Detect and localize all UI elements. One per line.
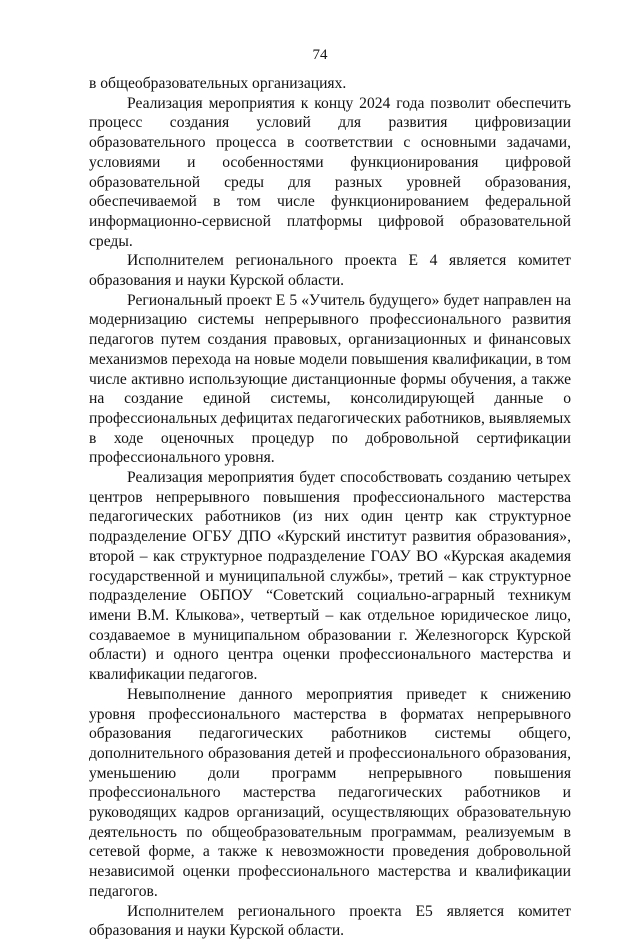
paragraph-e5-centers: Реализация мероприятия будет способствовать созданию четырех центров непрерывного повышения профессионального мастерства педагогических работников (из них один центр как структурное подразделение ОГБУ ДПО «Курский институт развития образования», второй – как структурное подразделение ГОАУ ВО «Курская академия государственной и муниципальной службы», третий – как структурное подразделение ОБПОУ “Советский социально-аграрный техникум имени В.М. Клыкова», четвертый – как отдельное юридическое лицо, создаваемое в муниципальном образовании г. Железногорск Курской области) и одного центра оценки профессионального мастерства и квалификации педагогов.	[89, 469, 571, 684]
paragraph-e5-executor: Исполнителем регионального проекта Е5 является комитет образования и науки Курской области.	[89, 902, 571, 940]
paragraph-e5-project: Региональный проект Е 5 «Учитель будущего» будет направлен на модернизацию системы непрерывного профессионального развития педагогов путем создания правовых, организационных и финансовых механизмов перехода на новые модели повышения квалификации, в том числе активно использующие дистанционные формы обучения, а также на создание единой системы, консолидирующей данные о профессиональных дефицитах педагогических работников, выявляемых в ходе оценочных процедур по добровольной сертификации профессионального уровня.	[89, 291, 571, 467]
document-body	[89, 74, 571, 941]
paragraph-e4-result: Реализация мероприятия к концу 2024 года позволит обеспечить процесс создания условий для развития цифровизации образовательного процесса в соответствии с основными задачами, условиями и особенностями функционирования цифровой образовательной среды для разных уровней образования, обеспечиваемой в том числе функционированием федеральной информационно-сервисной платформы цифровой образовательной среды.	[89, 94, 571, 250]
paragraph-continuation: в общеобразовательных организациях.	[89, 75, 347, 92]
paragraph-e5-risk: Невыполнение данного мероприятия приведет к снижению уровня профессионального мастерства в форматах непрерывного образования педагогических работников системы общего, дополнительного образования детей и профессионального образования, уменьшению доли программ непрерывного повышения профессионального мастерства педагогических работников и руководящих кадров организаций, осуществляющих образовательную деятельность по общеобразовательным программам, реализуемым в сетевой форме, а также к невозможности проведения добровольной независимой оценки профессионального мастерства и квалификации педагогов.	[89, 685, 571, 900]
page-number: 74	[312, 47, 328, 63]
paragraph-e4-executor: Исполнителем регионального проекта Е 4 является комитет образования и науки Курской области.	[89, 252, 571, 290]
